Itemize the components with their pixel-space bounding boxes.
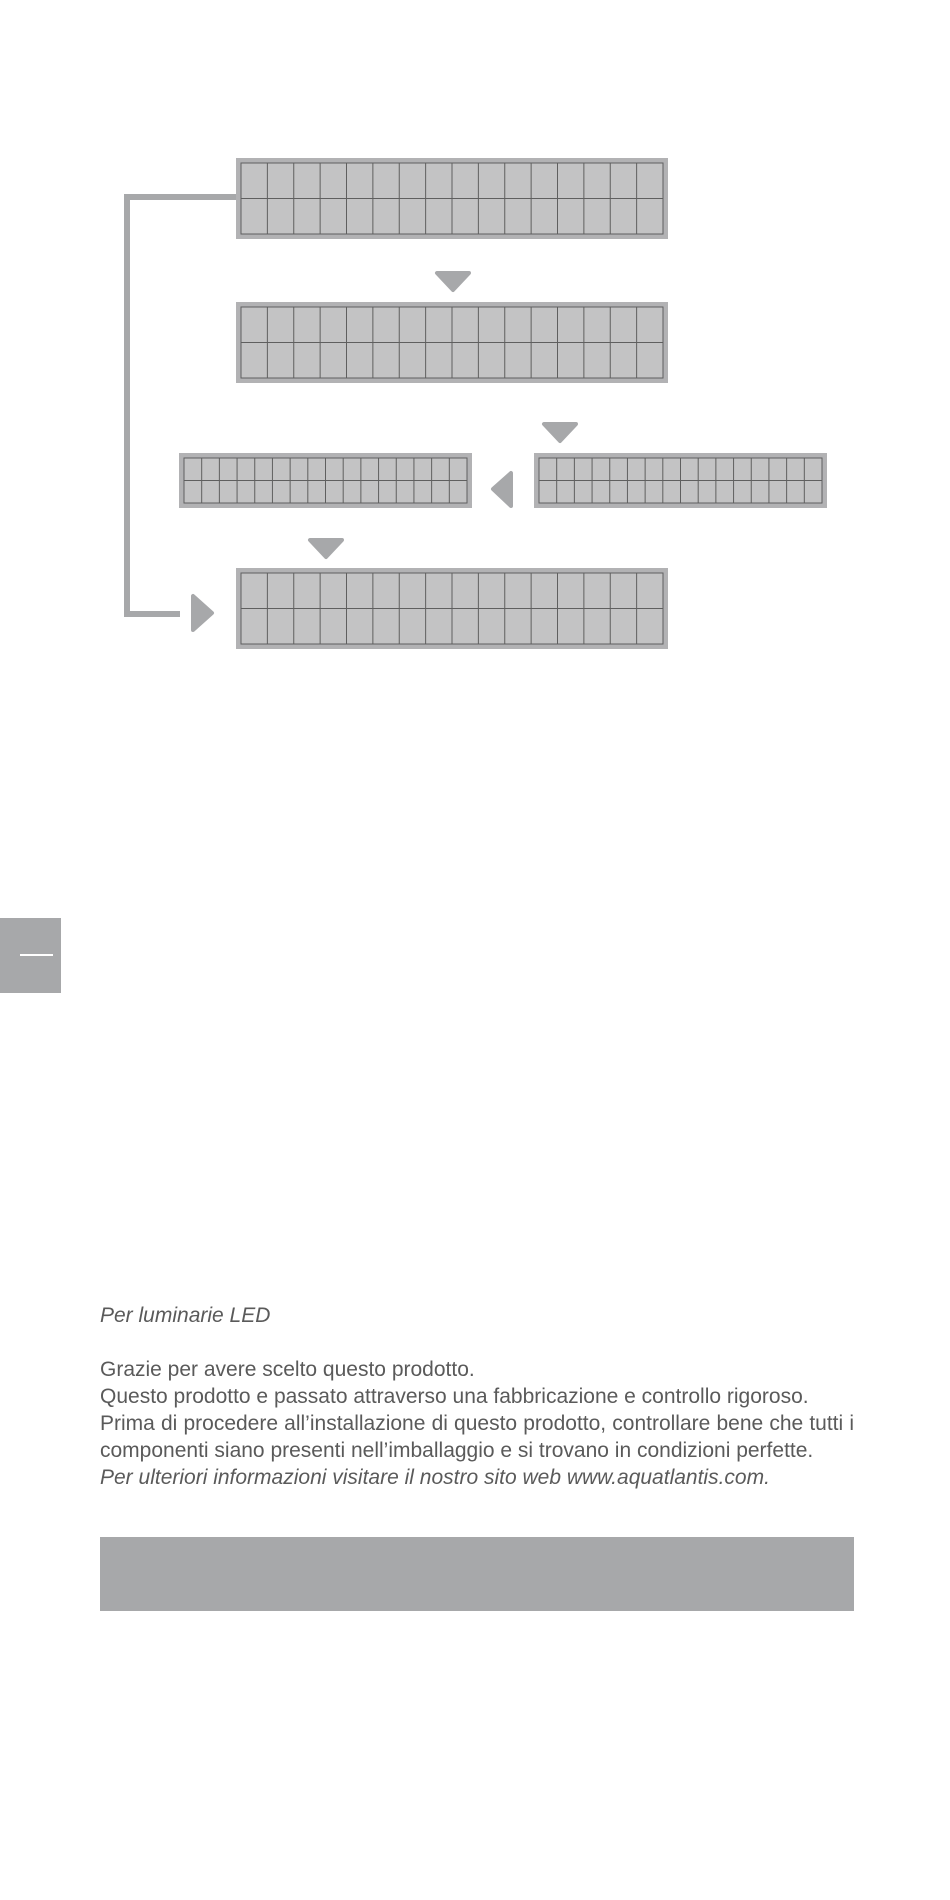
connectors-group xyxy=(127,197,576,630)
section-tab xyxy=(0,918,61,993)
intro-text-block xyxy=(100,1302,854,1491)
arrow-down-icon xyxy=(437,273,469,290)
panel-5 xyxy=(236,568,668,649)
panel-4 xyxy=(179,453,472,508)
arrow-left-icon xyxy=(493,473,511,506)
panel-3 xyxy=(534,453,827,508)
check-components-line: Prima di procedere all’installazione di questo prodotto, controllare bene che tutti i componenti siano presenti nell’imballaggio e si trovano in condizioni perfette. xyxy=(100,1412,854,1462)
led-panel-flow-diagram xyxy=(0,0,950,680)
subtitle: Per luminarie LED xyxy=(100,1304,271,1327)
arrow-down-icon xyxy=(310,540,342,557)
thanks-line: Grazie per avere scelto questo prodotto. xyxy=(100,1358,475,1381)
arrow-right-icon xyxy=(193,596,212,630)
panel-2 xyxy=(236,302,668,383)
arrow-down-icon xyxy=(544,424,576,441)
website-line: Per ulteriori informazioni visitare il nostro sito web www.aquatlantis.com. xyxy=(100,1466,770,1489)
panels-group xyxy=(179,158,827,649)
loop-connector-line xyxy=(127,197,236,614)
tab-dash-icon xyxy=(20,954,53,956)
gray-banner xyxy=(100,1537,854,1611)
quality-line: Questo prodotto e passato attraverso una fabbricazione e controllo rigoroso. xyxy=(100,1385,809,1408)
panel-1 xyxy=(236,158,668,239)
